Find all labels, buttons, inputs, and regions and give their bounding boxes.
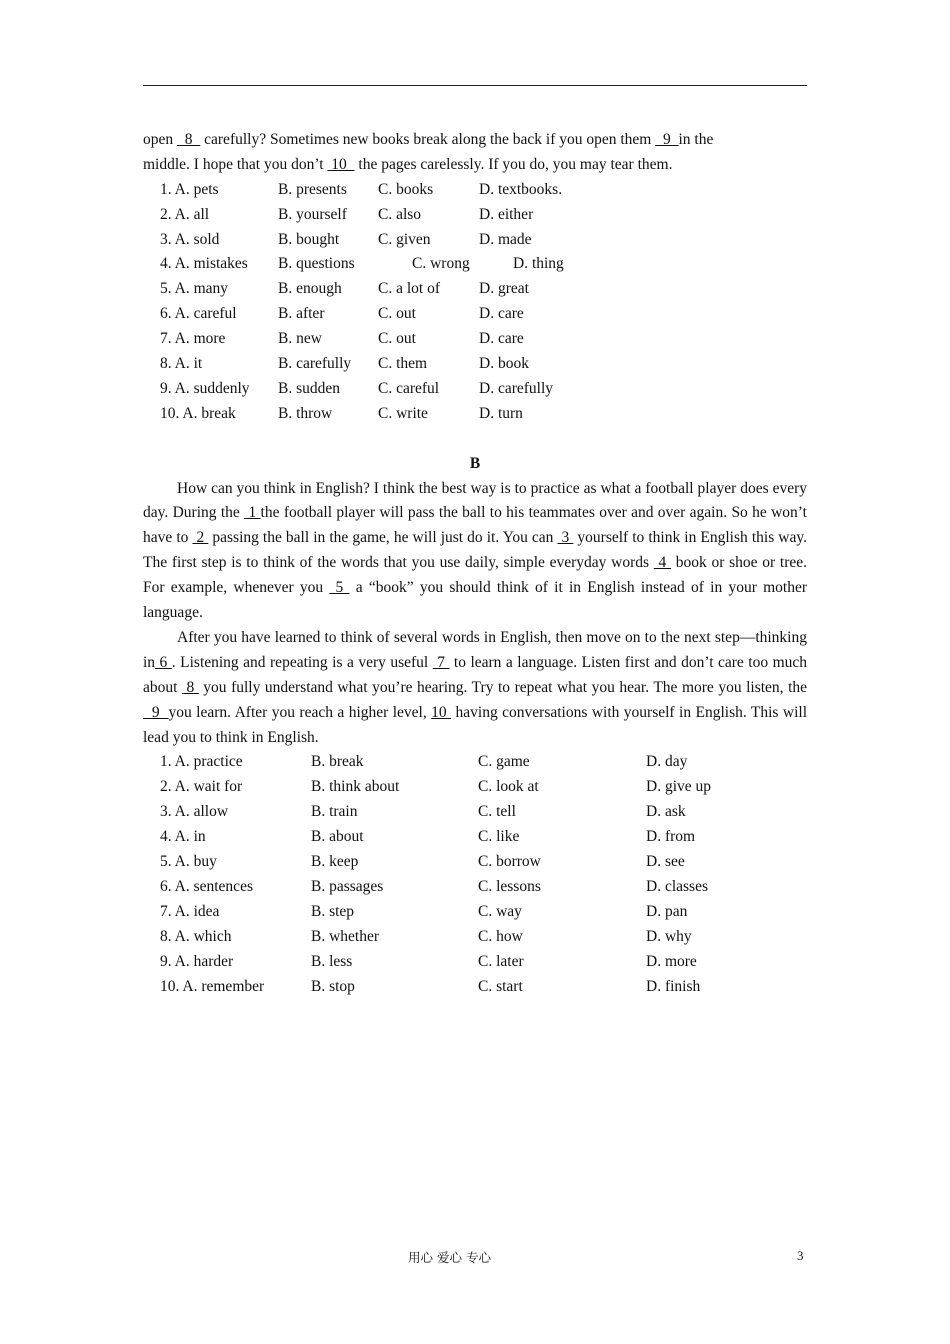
option-row <box>143 975 807 1000</box>
option-d: D. more <box>646 952 697 970</box>
option-c: C. start <box>478 977 523 995</box>
blank-10: 10 <box>431 703 452 721</box>
option-b: B. keep <box>311 853 359 871</box>
option-b: B. whether <box>311 927 380 945</box>
blank-7: 7 <box>432 653 450 671</box>
option-d: D. ask <box>646 803 686 821</box>
option-c: C. wrong <box>412 255 470 273</box>
option-c: C. write <box>378 404 428 422</box>
option-d: D. either <box>479 205 534 223</box>
option-a: 7. A. idea <box>160 902 220 920</box>
blank-2: 2 <box>192 529 209 547</box>
option-b: B. carefully <box>278 355 352 373</box>
header-rule <box>143 85 807 86</box>
option-b: B. presents <box>278 180 347 198</box>
option-d: D. pan <box>646 902 688 920</box>
option-row <box>143 352 807 377</box>
option-d: D. book <box>479 355 529 373</box>
option-a: 6. A. sentences <box>160 877 253 895</box>
section-a-options <box>143 178 807 427</box>
option-d: D. classes <box>646 877 708 895</box>
passage-text: . Listening and repeating is a very useful <box>171 653 433 671</box>
section-b-paragraph-2 <box>143 626 807 751</box>
option-c: C. out <box>378 330 416 348</box>
blank-8: 8 <box>181 678 199 696</box>
option-c: C. like <box>478 828 520 846</box>
section-a-passage <box>143 128 807 178</box>
option-b: B. questions <box>278 255 355 273</box>
option-a: 4. A. mistakes <box>160 255 248 273</box>
option-c: C. game <box>478 753 530 771</box>
blank-8: 8 <box>177 131 201 148</box>
option-row <box>143 252 807 277</box>
option-d: D. give up <box>646 778 712 796</box>
option-a: 8. A. which <box>160 927 232 945</box>
passage-text: yourself to think in English this way. The first step is to think of the words that you use daily, simple everyday words <box>143 529 807 572</box>
passage-text: middle. I hope that you don’t <box>143 155 328 173</box>
option-a: 3. A. sold <box>160 230 220 248</box>
option-b: B. after <box>278 305 325 323</box>
option-c: C. a lot of <box>378 280 440 298</box>
option-b: B. break <box>311 753 364 771</box>
option-c: C. out <box>378 305 416 323</box>
option-a: 5. A. many <box>160 280 229 298</box>
blank-5: 5 <box>329 579 350 597</box>
option-row <box>143 900 807 925</box>
page-content <box>143 128 807 999</box>
option-d: D. textbooks. <box>479 180 563 198</box>
option-b: B. less <box>311 952 353 970</box>
option-b: B. passages <box>311 877 384 895</box>
option-row <box>143 178 807 203</box>
option-b: B. stop <box>311 977 355 995</box>
option-c: C. also <box>378 205 422 223</box>
option-c: C. given <box>378 230 431 248</box>
section-b-heading: B <box>469 454 481 472</box>
option-a: 7. A. more <box>160 330 226 348</box>
option-d: D. finish <box>646 977 701 995</box>
option-c: C. look at <box>478 778 539 796</box>
footer-motto: 用心 爱心 专心 <box>408 1250 491 1265</box>
option-d: D. great <box>479 280 529 298</box>
option-d: D. made <box>479 230 532 248</box>
option-c: C. how <box>478 927 523 945</box>
blank-9: 9 <box>655 131 679 148</box>
option-row <box>143 925 807 950</box>
option-row <box>143 850 807 875</box>
option-b: B. step <box>311 902 355 920</box>
passage-text: After you have learned to think of several words in English, then move on to the next step—thinking in <box>143 628 807 671</box>
option-row <box>143 800 807 825</box>
passage-text: the pages carelessly. If you do, you may tear them. <box>354 155 673 173</box>
option-a: 10. A. break <box>160 404 236 422</box>
option-a: 3. A. allow <box>160 803 229 821</box>
option-row <box>143 302 807 327</box>
option-d: D. from <box>646 828 696 846</box>
page-number: 3 <box>797 1248 804 1263</box>
passage-text: you fully understand what you’re hearing. Try to repeat what you hear. The more you listen, the <box>198 678 808 696</box>
option-b: B. sudden <box>278 379 340 397</box>
option-d: D. day <box>646 753 688 771</box>
passage-text: open <box>143 131 178 148</box>
option-c: C. careful <box>378 379 440 397</box>
option-c: C. them <box>378 355 428 373</box>
passage-text: book or shoe or tree. For example, whenever you <box>143 554 807 597</box>
option-a: 5. A. buy <box>160 853 217 871</box>
passage-text: to learn a language. Listen first and don’t care too much about <box>143 653 808 696</box>
option-a: 2. A. all <box>160 205 210 223</box>
option-a: 2. A. wait for <box>160 778 243 796</box>
option-b: B. think about <box>311 778 400 796</box>
option-a: 8. A. it <box>160 355 203 373</box>
option-a: 9. A. suddenly <box>160 379 250 397</box>
option-row <box>143 277 807 302</box>
option-c: C. books <box>378 180 434 198</box>
option-row <box>143 950 807 975</box>
option-a: 9. A. harder <box>160 952 234 970</box>
passage-text: How can you think in English? I think the best way is to practice as what a football player does every day. During the <box>143 479 807 522</box>
option-row <box>143 775 807 800</box>
option-a: 6. A. careful <box>160 305 237 323</box>
blank-10: 10 <box>327 155 355 173</box>
passage-text: in the <box>678 131 714 148</box>
option-a: 10. A. remember <box>160 977 265 995</box>
option-a: 4. A. in <box>160 828 206 846</box>
section-b-options <box>143 750 807 999</box>
passage-text: carefully? Sometimes new books break along the back if you open them <box>200 131 656 148</box>
option-row <box>143 402 807 427</box>
passage-text: a “book” you should think of it in English instead of in your mother language. <box>143 579 807 622</box>
option-row <box>143 377 807 402</box>
passage-text: passing the ball in the game, he will just do it. You can <box>208 529 558 547</box>
option-d: D. turn <box>479 404 523 422</box>
blank-9: 9 <box>143 703 169 721</box>
option-d: D. care <box>479 305 524 323</box>
option-b: B. enough <box>278 280 342 298</box>
option-row <box>143 875 807 900</box>
option-d: D. care <box>479 330 524 348</box>
option-b: B. yourself <box>278 205 347 223</box>
option-row <box>143 228 807 253</box>
option-d: D. see <box>646 853 685 871</box>
option-c: C. tell <box>478 803 516 821</box>
option-b: B. throw <box>278 404 333 422</box>
option-d: D. carefully <box>479 379 554 397</box>
option-b: B. about <box>311 828 364 846</box>
passage-text: having conversations with yourself in English. This will lead you to think in English. <box>143 703 808 746</box>
option-d: D. thing <box>513 255 564 273</box>
option-c: C. later <box>478 952 524 970</box>
passage-text: you learn. After you reach a higher level, <box>168 703 432 721</box>
option-row <box>143 327 807 352</box>
option-c: C. lessons <box>478 877 541 895</box>
option-b: B. bought <box>278 230 340 248</box>
section-b-paragraph-1 <box>143 477 807 626</box>
option-c: C. borrow <box>478 853 541 871</box>
option-row <box>143 203 807 228</box>
option-row <box>143 825 807 850</box>
option-b: B. new <box>278 330 322 348</box>
blank-4: 4 <box>653 554 671 572</box>
option-d: D. why <box>646 927 692 945</box>
blank-6: 6 <box>155 653 172 671</box>
option-c: C. way <box>478 902 522 920</box>
option-a: 1. A. pets <box>160 180 219 198</box>
blank-3: 3 <box>557 529 574 547</box>
blank-1: 1 <box>244 504 261 522</box>
option-b: B. train <box>311 803 358 821</box>
option-row <box>143 750 807 775</box>
option-a: 1. A. practice <box>160 753 243 771</box>
passage-text: the football player will pass the ball to his teammates over and over again. So he won’t have to <box>143 504 807 547</box>
